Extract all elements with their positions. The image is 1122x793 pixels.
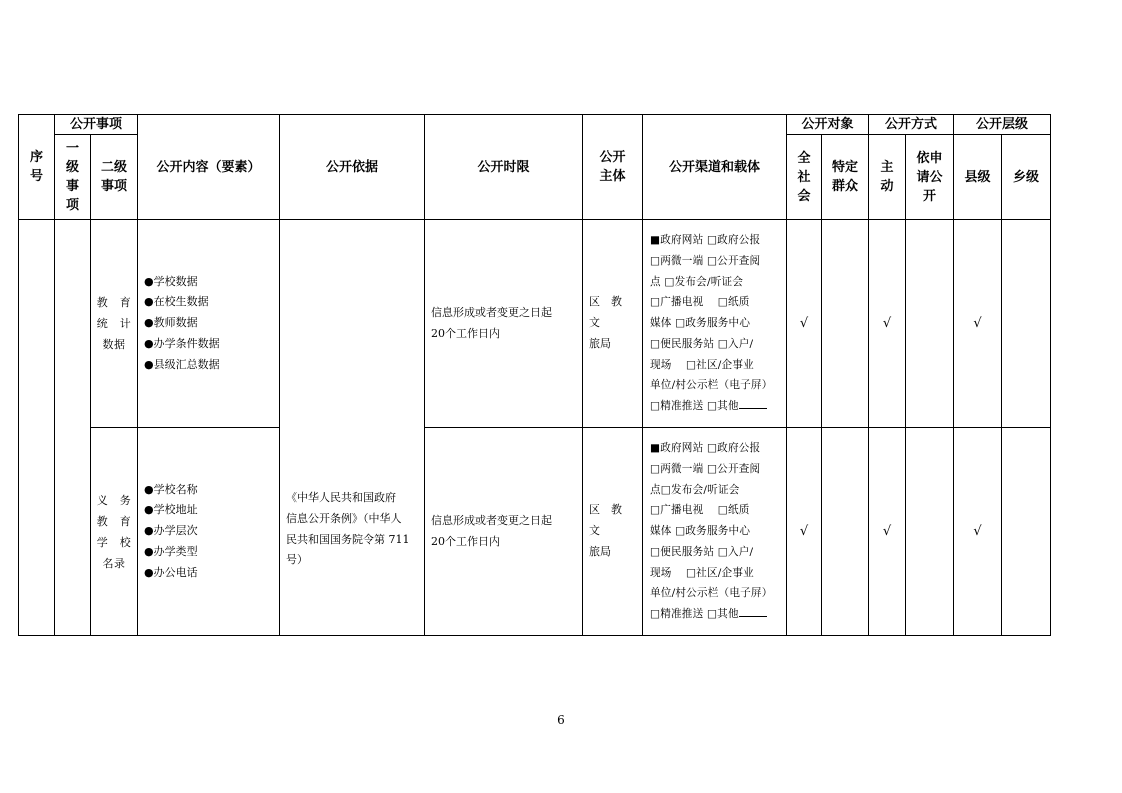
cell-level-township xyxy=(1002,220,1051,428)
cell-channel: ■政府网站 □政府公报 □两微一端 □公开查阅 点□发布会/听证会 □广播电视 □纸质 媒体 □政务服务中心 □便民服务站 □入户/ 现场 □社区/企事业 单位/村公示栏（电子屏） □精准推送 □其他 xyxy=(643,428,787,636)
header-method: 公开方式 xyxy=(869,115,954,135)
header-audience-all: 全 社 会 xyxy=(787,135,822,220)
cell-content: ●学校数据 ●在校生数据 ●教师数据 ●办学条件数据 ●县级汇总数据 xyxy=(138,220,280,428)
disclosure-table xyxy=(18,114,1051,636)
cell-level2: 义 务 教 育 学 校 名录 xyxy=(91,428,138,636)
cell-level1 xyxy=(55,220,91,636)
cell-method-active: √ xyxy=(869,428,906,636)
cell-subject: 区 教 文 旅局 xyxy=(583,428,643,636)
table-row xyxy=(19,428,1051,636)
cell-method-active: √ xyxy=(869,220,906,428)
page-number: 6 xyxy=(557,713,565,727)
cell-subject: 区 教 文 旅局 xyxy=(583,220,643,428)
header-matters: 公开事项 xyxy=(55,115,138,135)
cell-content: ●学校名称 ●学校地址 ●办学层次 ●办学类型 ●办公电话 xyxy=(138,428,280,636)
cell-method-request xyxy=(906,428,954,636)
header-content: 公开内容（要素） xyxy=(138,115,280,220)
cell-level2: 教 育 统 计 数据 xyxy=(91,220,138,428)
header-channel: 公开渠道和载体 xyxy=(643,115,787,220)
cell-audience-all: √ xyxy=(787,220,822,428)
blank-underline xyxy=(739,396,767,409)
cell-seq xyxy=(19,220,55,636)
cell-channel: ■政府网站 □政府公报 □两微一端 □公开查阅 点 □发布会/听证会 □广播电视 □纸质 媒体 □政务服务中心 □便民服务站 □入户/ 现场 □社区/企事业 单位/村公示栏（电子屏） □精准推送 □其他 xyxy=(643,220,787,428)
header-audience-specific: 特定 群众 xyxy=(822,135,869,220)
header-level: 公开层级 xyxy=(954,115,1051,135)
blank-underline xyxy=(739,604,767,617)
header-method-active: 主 动 xyxy=(869,135,906,220)
header-basis: 公开依据 xyxy=(280,115,425,220)
cell-audience-specific xyxy=(822,220,869,428)
cell-audience-all: √ xyxy=(787,428,822,636)
header-level1: 一 级 事 项 xyxy=(55,135,91,220)
header-level-county: 县级 xyxy=(954,135,1002,220)
header-method-request: 依申 请公 开 xyxy=(906,135,954,220)
cell-basis: 《中华人民共和国政府 信息公开条例》（中华人 民共和国国务院令第 711 号） xyxy=(280,220,425,636)
cell-method-request xyxy=(906,220,954,428)
header-subject: 公开 主体 xyxy=(583,115,643,220)
cell-time-limit: 信息形成或者变更之日起 20个工作日内 xyxy=(425,428,583,636)
cell-level-county: √ xyxy=(954,428,1002,636)
header-level2: 二级 事项 xyxy=(91,135,138,220)
cell-level-township xyxy=(1002,428,1051,636)
header-audience: 公开对象 xyxy=(787,115,869,135)
cell-level-county: √ xyxy=(954,220,1002,428)
cell-time-limit: 信息形成或者变更之日起 20个工作日内 xyxy=(425,220,583,428)
header-time-limit: 公开时限 xyxy=(425,115,583,220)
cell-audience-specific xyxy=(822,428,869,636)
table-row xyxy=(19,220,1051,428)
header-level-township: 乡级 xyxy=(1002,135,1051,220)
header-seq: 序 号 xyxy=(19,115,55,220)
